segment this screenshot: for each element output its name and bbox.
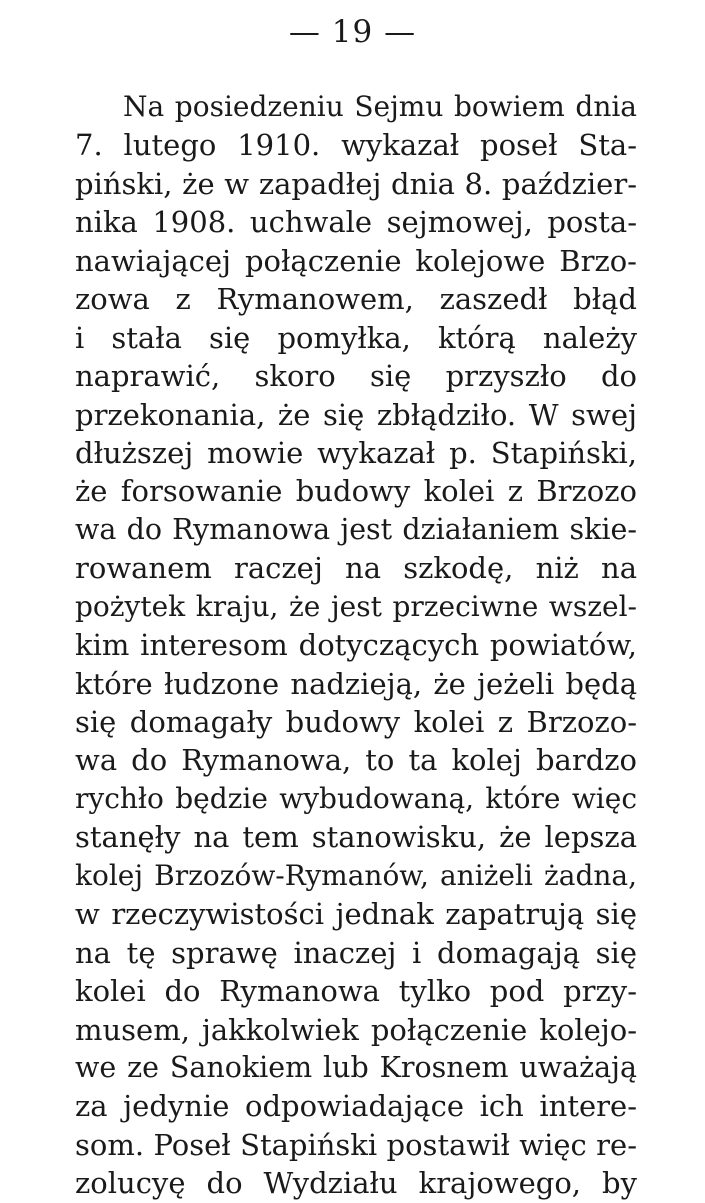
text-line: kim interesom dotyczących powiatów, [75, 628, 637, 663]
text-line: naprawić, skoro się przyszło do [75, 359, 637, 394]
text-line: wa do Rymanowa jest działaniem skie- [75, 512, 637, 546]
text-line: zowa z Rymanowem, zaszedł błąd [75, 282, 637, 317]
text-line: się domagały budowy kolei z Brzozo- [75, 705, 637, 739]
text-line: stanęły na tem stanowisku, że lepsza [75, 820, 637, 855]
text-block [75, 88, 637, 1203]
text-line: w rzeczywistości jednak zapatrują się [75, 897, 637, 932]
text-line: że forsowanie budowy kolei z Brzozo [75, 474, 637, 509]
text-line: dłuższej mowie wykazał p. Stapiński, [75, 435, 637, 470]
text-line: 7. lutego 1910. wykazał poseł Sta- [75, 128, 637, 163]
text-line: Na posiedzeniu Sejmu bowiem dnia [123, 90, 637, 123]
text-line: piński, że w zapadłej dnia 8. paździer- [75, 166, 637, 201]
text-line: kolei do Rymanowa tylko pod przy- [75, 974, 637, 1009]
text-line: som. Poseł Stapiński postawił więc re- [75, 1127, 637, 1162]
page-number: — 19 — [288, 14, 417, 50]
text-line: pożytek kraju, że jest przeciwne wszel- [75, 589, 637, 623]
text-line: we ze Sanokiem lub Krosnem uważają [75, 1050, 637, 1084]
text-line: nika 1908. uchwale sejmowej, posta- [75, 205, 637, 240]
text-line: kolej Brzozów-Rymanów, aniżeli żadna, [75, 858, 637, 892]
text-line: przekonania, że się zbłądziło. W swej [75, 397, 637, 432]
text-line: za jedynie odpowiadające ich intere- [75, 1089, 637, 1124]
text-line: na tę sprawę inaczej i domagają się [75, 935, 637, 970]
text-line: musem, jakkolwiek połączenie kolejo- [75, 1012, 637, 1047]
text-line: nawiającej połączenie kolejowe Brzo- [75, 243, 637, 278]
text-line: zolucyę do Wydziału krajowego, by [75, 1166, 637, 1201]
text-line: i stała się pomyłka, którą należy [75, 320, 637, 355]
text-line: rowanem raczej na szkodę, niż na [75, 551, 637, 586]
text-line: wa do Rymanowa, to ta kolej bardzo [75, 743, 637, 778]
text-line: które łudzone nadzieją, że jeżeli będą [75, 666, 637, 701]
text-line: rychło będzie wybudowaną, które więc [75, 781, 637, 815]
